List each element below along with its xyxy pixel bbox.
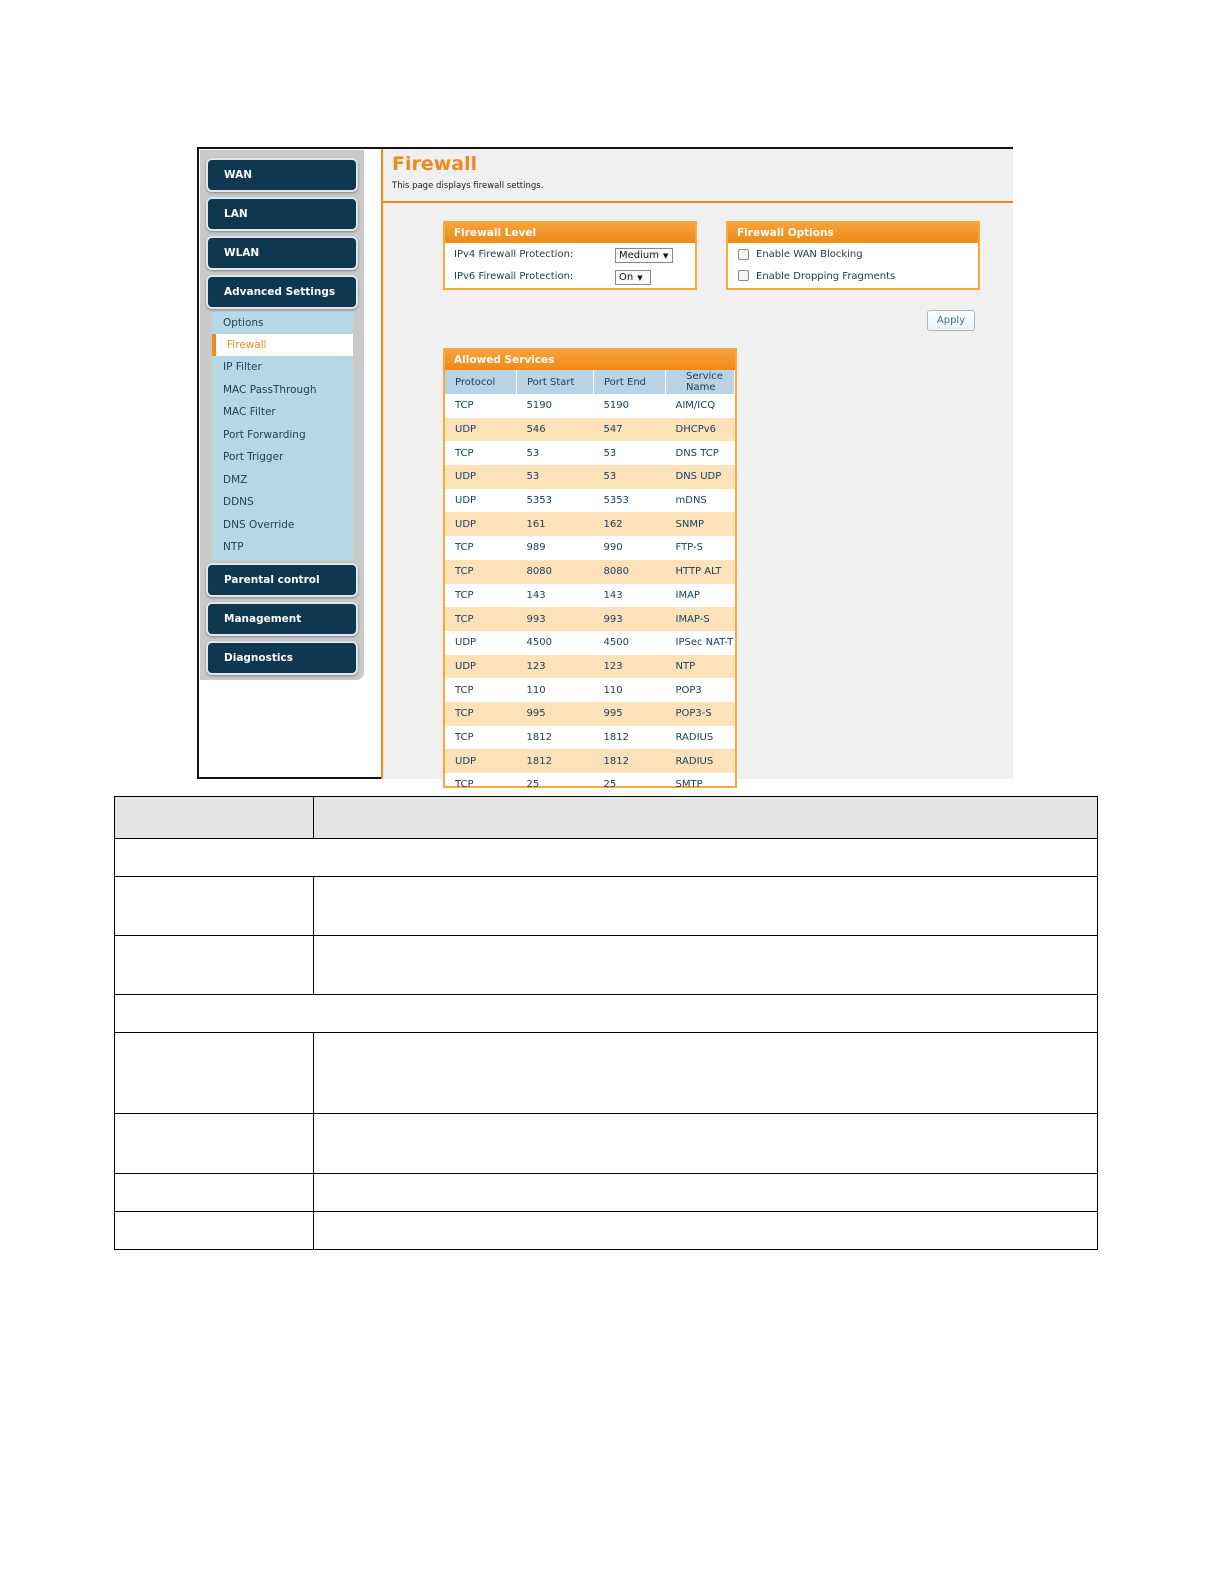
- table-cell: 123: [517, 655, 594, 679]
- doc-row: [115, 877, 1098, 936]
- table-row: [445, 702, 735, 726]
- ipv4-protection-label: IPv4 Firewall Protection:: [454, 249, 574, 260]
- table-header-row: [445, 370, 735, 394]
- table-cell: 143: [526, 589, 546, 601]
- table-cell: UDP: [445, 512, 517, 536]
- table-cell: POP3: [675, 684, 702, 696]
- table-cell: 4500: [603, 637, 629, 649]
- table-row: [445, 678, 735, 702]
- table-cell: 53: [594, 465, 666, 489]
- table-cell: 161: [517, 512, 594, 536]
- ipv4-protection-select[interactable]: [615, 248, 673, 263]
- sidebar-item-mac-passthrough[interactable]: MAC PassThrough: [223, 384, 317, 396]
- nav-advanced-settings[interactable]: Advanced Settings: [206, 275, 358, 309]
- dropdown-arrow-icon: ▼: [637, 274, 643, 282]
- doc-header-cell-2: [314, 797, 1098, 839]
- doc-cell: [314, 936, 1098, 995]
- doc-cell: [314, 1212, 1098, 1250]
- firewall-options-panel: [726, 221, 980, 290]
- table-cell: UDP: [455, 495, 477, 507]
- table-row: [445, 607, 735, 631]
- sidebar-item-ddns[interactable]: DDNS: [223, 496, 254, 508]
- allowed-services-heading: Allowed Services: [445, 350, 735, 370]
- table-cell: 5190: [603, 400, 629, 412]
- nav-wlan[interactable]: WLAN: [206, 236, 358, 270]
- table-cell: TCP: [455, 779, 474, 791]
- table-cell: 53: [526, 447, 540, 459]
- doc-cell: [115, 1033, 314, 1114]
- document-table: [114, 796, 1098, 1250]
- firewall-options-heading: Firewall Options: [728, 223, 978, 243]
- doc-cell: [314, 1114, 1098, 1174]
- table-cell: 8080: [517, 560, 594, 584]
- table-row: [445, 394, 735, 418]
- table-cell: TCP: [455, 447, 474, 459]
- allowed-services-table: [445, 370, 735, 820]
- doc-row: [115, 936, 1098, 995]
- table-cell: 123: [594, 655, 666, 679]
- sidebar-item-dns-override[interactable]: DNS Override: [223, 519, 295, 531]
- table-cell: TCP: [445, 702, 517, 726]
- doc-cell: [115, 1212, 314, 1250]
- doc-section-row-2: [115, 995, 1098, 1033]
- table-cell: 546: [517, 418, 594, 442]
- sidebar-item-options[interactable]: Options: [223, 317, 264, 329]
- table-cell: 995: [594, 702, 666, 726]
- table-cell: TCP: [445, 607, 517, 631]
- enable-wan-blocking-label: Enable WAN Blocking: [756, 249, 863, 260]
- table-cell: 25: [603, 779, 617, 791]
- main-content: [381, 149, 1013, 791]
- table-cell: 110: [603, 684, 623, 696]
- table-row: [445, 726, 735, 750]
- table-cell: DNS UDP: [666, 465, 735, 489]
- table-cell: TCP: [455, 684, 474, 696]
- table-row: [445, 773, 735, 797]
- allowed-services-panel: [443, 348, 737, 791]
- doc-table-header-row: [115, 797, 1098, 839]
- table-cell: AIM/ICQ: [675, 400, 716, 412]
- doc-section-cell: [115, 839, 1098, 877]
- column-header-port-end[interactable]: Port End: [594, 370, 666, 394]
- sidebar-item-port-forwarding[interactable]: Port Forwarding: [223, 429, 306, 441]
- table-cell: 1812: [526, 731, 552, 743]
- nav-lan[interactable]: LAN: [206, 197, 358, 231]
- table-row: [445, 489, 735, 513]
- table-cell: DHCPv6: [666, 418, 735, 442]
- table-cell: 1812: [603, 731, 629, 743]
- table-cell: TCP: [445, 560, 517, 584]
- table-cell: 993: [594, 607, 666, 631]
- table-cell: IMAP: [675, 589, 700, 601]
- table-cell: 993: [517, 607, 594, 631]
- table-cell: 5353: [603, 495, 629, 507]
- nav-diagnostics[interactable]: Diagnostics: [206, 641, 358, 675]
- doc-cell: [115, 1114, 314, 1174]
- doc-row: [115, 1114, 1098, 1174]
- nav-parental-control[interactable]: Parental control: [206, 563, 358, 597]
- nav-management[interactable]: Management: [206, 602, 358, 636]
- table-cell: UDP: [445, 418, 517, 442]
- ipv6-protection-label: IPv6 Firewall Protection:: [454, 271, 574, 282]
- sidebar-item-firewall[interactable]: Firewall: [212, 334, 353, 356]
- enable-wan-blocking-checkbox[interactable]: [738, 249, 749, 260]
- table-cell: UDP: [445, 655, 517, 679]
- table-cell: IMAP-S: [666, 607, 735, 631]
- ipv4-protection-value: Medium: [619, 250, 659, 261]
- table-cell: 25: [526, 779, 540, 791]
- table-cell: 162: [594, 512, 666, 536]
- table-cell: 110: [526, 684, 546, 696]
- router-screenshot: [197, 147, 1013, 791]
- table-cell: 547: [594, 418, 666, 442]
- page-description: This page displays firewall settings.: [392, 181, 544, 191]
- table-row: [445, 512, 735, 536]
- table-cell: TCP: [455, 589, 474, 601]
- ipv6-protection-select[interactable]: [615, 270, 651, 285]
- advanced-settings-submenu: [212, 312, 353, 560]
- table-row: [445, 560, 735, 584]
- doc-cell: [115, 1174, 314, 1212]
- doc-section-row-1: [115, 839, 1098, 877]
- doc-cell: [115, 936, 314, 995]
- table-cell: 53: [517, 465, 594, 489]
- table-cell: SMTP: [675, 779, 703, 791]
- table-cell: RADIUS: [675, 731, 714, 743]
- nav-wan[interactable]: WAN: [206, 158, 358, 192]
- table-cell: TCP: [455, 400, 474, 412]
- doc-cell: [314, 1174, 1098, 1212]
- enable-dropping-fragments-checkbox[interactable]: [738, 270, 749, 281]
- table-cell: 4500: [526, 637, 552, 649]
- doc-header-cell-1: [115, 797, 314, 839]
- table-cell: 1812: [517, 749, 594, 773]
- table-cell: FTP-S: [675, 542, 703, 554]
- sidebar-item-ip-filter[interactable]: IP Filter: [223, 361, 262, 373]
- doc-cell: [314, 1033, 1098, 1114]
- sidebar-item-ntp[interactable]: NTP: [223, 541, 244, 553]
- table-cell: NTP: [666, 655, 735, 679]
- table-cell: 989: [526, 542, 546, 554]
- table-cell: SNMP: [666, 512, 735, 536]
- ipv6-protection-value: On: [619, 272, 634, 283]
- table-row: [445, 631, 735, 655]
- table-row: [445, 655, 735, 679]
- doc-row: [115, 1212, 1098, 1250]
- table-cell: HTTP ALT: [666, 560, 735, 584]
- table-row: [445, 465, 735, 489]
- table-cell: 8080: [594, 560, 666, 584]
- apply-button[interactable]: Apply: [927, 310, 975, 331]
- doc-section-cell: [115, 995, 1098, 1033]
- doc-row: [115, 1174, 1098, 1212]
- table-cell: mDNS: [675, 495, 707, 507]
- table-cell: DNS TCP: [675, 447, 719, 459]
- enable-dropping-fragments-label: Enable Dropping Fragments: [756, 271, 896, 282]
- table-cell: UDP: [455, 637, 477, 649]
- table-cell: 5190: [526, 400, 552, 412]
- table-cell: 143: [603, 589, 623, 601]
- allowed-services-body: [445, 394, 735, 820]
- page-title: Firewall: [392, 153, 478, 175]
- dropdown-arrow-icon: ▼: [663, 252, 669, 260]
- table-cell: TCP: [455, 731, 474, 743]
- doc-row: [115, 1033, 1098, 1114]
- table-cell: UDP: [445, 749, 517, 773]
- table-cell: TCP: [455, 542, 474, 554]
- table-cell: 990: [603, 542, 623, 554]
- table-row: [445, 536, 735, 560]
- firewall-level-panel: [443, 221, 697, 290]
- table-row: [445, 584, 735, 608]
- column-header-port-start[interactable]: Port Start: [517, 370, 594, 394]
- table-cell: 995: [517, 702, 594, 726]
- table-cell: POP3-S: [666, 702, 735, 726]
- table-cell: 53: [603, 447, 617, 459]
- table-cell: 1812: [594, 749, 666, 773]
- table-cell: RADIUS: [666, 749, 735, 773]
- table-row: [445, 441, 735, 465]
- table-cell: 5353: [526, 495, 552, 507]
- table-cell: UDP: [445, 465, 517, 489]
- sidebar-item-dmz[interactable]: DMZ: [223, 474, 248, 486]
- table-row: [445, 749, 735, 773]
- firewall-level-heading: Firewall Level: [445, 223, 695, 243]
- title-divider: [383, 201, 1013, 203]
- table-cell: IPSec NAT-T: [675, 637, 734, 649]
- doc-cell: [314, 877, 1098, 936]
- column-header-service-name[interactable]: Service Name: [666, 370, 735, 394]
- doc-cell: [115, 877, 314, 936]
- sidebar: [200, 150, 364, 680]
- table-row: [445, 418, 735, 442]
- column-header-protocol[interactable]: Protocol: [445, 370, 517, 394]
- sidebar-item-mac-filter[interactable]: MAC Filter: [223, 406, 276, 418]
- sidebar-item-port-trigger[interactable]: Port Trigger: [223, 451, 284, 463]
